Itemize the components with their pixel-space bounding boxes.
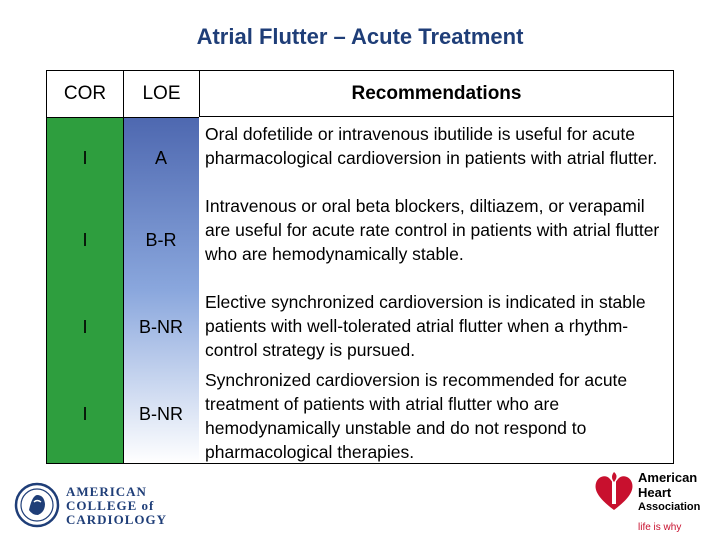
row-2-recommendation: Intravenous or oral beta blockers, diltiazem, or verapamil are useful for acute rate control in patients with atrial flutter who are hemodynamically stable. — [205, 196, 660, 264]
acc-line-1: AMERICAN — [66, 484, 147, 499]
row-1-cor: I — [82, 147, 88, 168]
aha-line-2: Heart — [638, 485, 672, 500]
row-4-loe: B-NR — [139, 403, 183, 424]
aha-line-3: Association — [638, 501, 701, 513]
aha-tagline: life is why — [638, 522, 682, 533]
acc-wordmark — [66, 485, 167, 527]
row-3-cor: I — [82, 316, 88, 337]
row-2-loe: B-R — [145, 229, 177, 250]
acc-line-2: COLLEGE of — [66, 498, 155, 513]
row-3-recommendation: Elective synchronized cardioversion is indicated in stable patients with well-tolerated atrial flutter when a rhythm-control strategy is pursued. — [205, 292, 646, 360]
header-loe: LOE — [123, 71, 199, 117]
acc-seal-icon — [14, 482, 60, 528]
acc-line-3: CARDIOLOGY — [66, 512, 168, 527]
aha-logo — [592, 470, 712, 538]
header-recommendations: Recommendations — [199, 71, 673, 117]
aha-line-1: American — [638, 470, 698, 485]
row-4-cor: I — [82, 403, 88, 424]
row-3-loe: B-NR — [139, 316, 183, 337]
heart-torch-icon — [592, 470, 636, 514]
row-1-recommendation: Oral dofetilide or intravenous ibutilide is useful for acute pharmacological cardioversion in patients with atrial flutter. — [205, 124, 658, 168]
row-1-loe: A — [154, 147, 167, 168]
slide-title: Atrial Flutter – Acute Treatment — [196, 24, 524, 49]
aha-wordmark — [638, 470, 700, 515]
row-2-cor: I — [82, 229, 88, 250]
recommendations-table — [46, 70, 674, 464]
acc-logo — [14, 482, 168, 530]
header-cor: COR — [47, 71, 123, 117]
row-4-recommendation: Synchronized cardioversion is recommended for acute treatment of patients with atrial flutter who are hemodynamically unstable and do not respond to pharmacological therapies. — [205, 370, 628, 462]
